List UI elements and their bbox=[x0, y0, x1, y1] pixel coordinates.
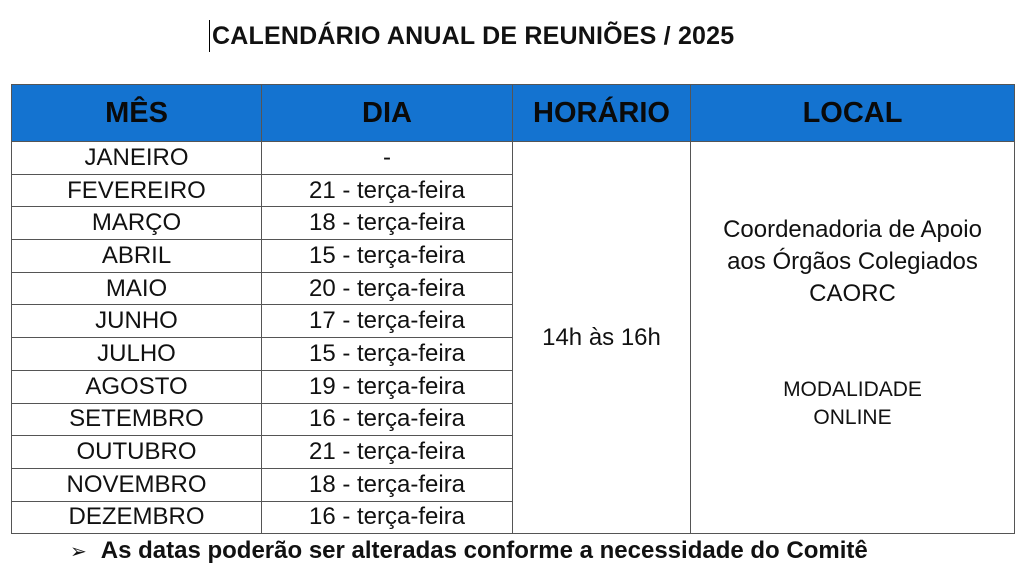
footnote bbox=[70, 535, 868, 568]
cell-dia: 16 - terça-feira bbox=[262, 501, 513, 534]
footnote-text: As datas poderão ser alteradas conforme a necessidade do Comitê bbox=[100, 537, 868, 564]
cell-dia: 18 - terça-feira bbox=[262, 468, 513, 501]
page-title: CALENDÁRIO ANUAL DE REUNIÕES / 2025 bbox=[209, 20, 734, 52]
local-line: CAORC bbox=[809, 280, 896, 307]
table-header-row bbox=[12, 85, 1015, 142]
arrow-bullet-icon: ➢ bbox=[70, 541, 87, 563]
header-horario: HORÁRIO bbox=[513, 85, 691, 142]
cell-dia: 21 - terça-feira bbox=[262, 436, 513, 469]
cell-dia: 15 - terça-feira bbox=[262, 338, 513, 371]
cell-mes: MARÇO bbox=[12, 207, 262, 240]
meetings-table bbox=[11, 84, 1015, 534]
local-line: Coordenadoria de Apoio bbox=[723, 216, 982, 243]
cell-dia: 21 - terça-feira bbox=[262, 174, 513, 207]
header-mes: MÊS bbox=[12, 85, 262, 142]
cell-mes: MAIO bbox=[12, 272, 262, 305]
cell-mes: JANEIRO bbox=[12, 142, 262, 175]
modalidade-line: MODALIDADE bbox=[783, 378, 922, 401]
cell-dia: 19 - terça-feira bbox=[262, 370, 513, 403]
cell-horario: 14h às 16h bbox=[513, 142, 691, 534]
cell-mes: ABRIL bbox=[12, 240, 262, 273]
cell-mes: SETEMBRO bbox=[12, 403, 262, 436]
cell-dia: 17 - terça-feira bbox=[262, 305, 513, 338]
cell-mes: FEVEREIRO bbox=[12, 174, 262, 207]
cell-dia: 18 - terça-feira bbox=[262, 207, 513, 240]
cell-dia: 15 - terça-feira bbox=[262, 240, 513, 273]
modalidade bbox=[691, 376, 1014, 432]
cell-mes: AGOSTO bbox=[12, 370, 262, 403]
table-row bbox=[12, 142, 1015, 175]
local-name bbox=[691, 142, 1014, 310]
local-line: aos Órgãos Colegiados bbox=[727, 248, 978, 275]
cell-mes: NOVEMBRO bbox=[12, 468, 262, 501]
cell-mes: DEZEMBRO bbox=[12, 501, 262, 534]
cell-mes: JULHO bbox=[12, 338, 262, 371]
cell-dia: 20 - terça-feira bbox=[262, 272, 513, 305]
cell-mes: OUTUBRO bbox=[12, 436, 262, 469]
cell-dia: 16 - terça-feira bbox=[262, 403, 513, 436]
cell-dia: - bbox=[262, 142, 513, 175]
header-dia: DIA bbox=[262, 85, 513, 142]
cell-mes: JUNHO bbox=[12, 305, 262, 338]
header-local: LOCAL bbox=[691, 85, 1015, 142]
modalidade-line: ONLINE bbox=[813, 406, 892, 429]
cell-local bbox=[691, 142, 1015, 534]
